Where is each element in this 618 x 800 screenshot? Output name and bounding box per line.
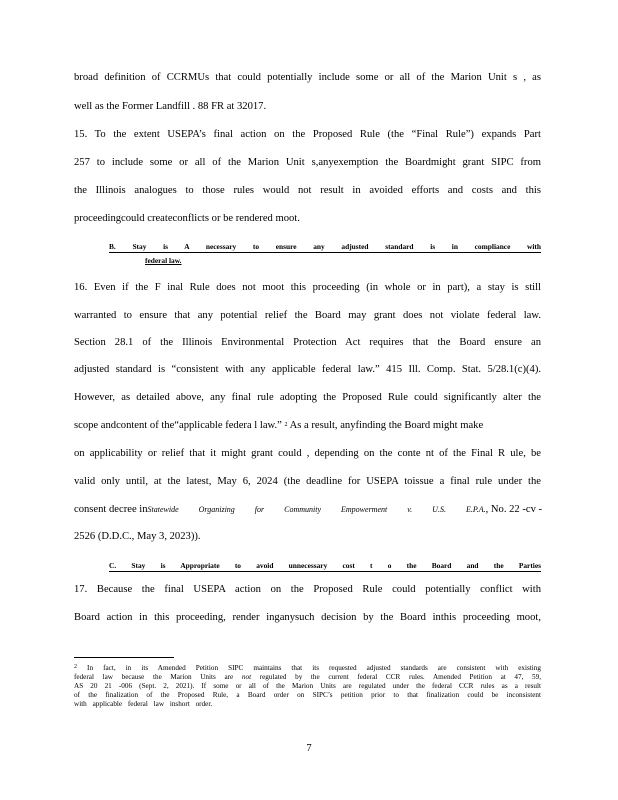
paragraph-16-line [74,503,541,517]
footnote-divider [74,657,174,658]
paragraph-16-line: adjusted standard is “consistent with any applicable federal law.” 415 Ill. Comp. Stat. 5/28.1(c)(4). [74,364,541,375]
paragraph-15-line: proceedingcould createconflicts or be rendered moot. [74,213,300,224]
case-citation: Statewide Organizing for Community Empowerment v. U.S. E.P.A. [147,505,486,514]
paragraph-16-line: Section 28.1 of the Illinois Environmental Protection Act requires that the Board ensure an [74,337,541,348]
paragraph-16-line: warranted to ensure that any potential relief the Board may grant does not violate federal law. [74,310,541,321]
paragraph-16-line: on applicability or relief that it might grant could , depending on the conte nt of the Final R ule, be [74,448,541,459]
page-number: 7 [306,743,312,754]
paragraph-16-text: As a result, anyfinding the Board might make [289,420,484,431]
section-heading-c: C. Stay is Appropriate to avoid unnecessary cost t o the Board and the Parties [109,561,541,570]
footnote-line: AS 20 21 -006 (Sept. 2, 2021). If some or all of the Marion Units are regulated under the federal CCR rules as a result [74,682,541,690]
paragraph-16-line [74,419,541,433]
paragraph-16-line: 2526 (D.D.C., May 3, 2023)). [74,531,201,542]
footnote-line: of the finalization of the Proposed Rule, a Board order on SIPC’s petition prior to that finalization could be inconsistent [74,691,541,699]
paragraph-16-text: scope andcontent of the“applicable federa l law.” [74,420,282,431]
body-line: well as the Former Landfill . 88 FR at 32017. [74,101,267,112]
paragraph-17-line: 17. Because the final USEPA action on the Proposed Rule could potentially conflict with [74,584,541,595]
paragraph-17-line: Board action in this proceeding, render inganysuch decision by the Board inthis proceeding moot, [74,612,541,623]
footnote-text: In fact, in its Amended Petition SIPC maintains that its requested adjusted standards are consistent with existing [87,664,541,672]
paragraph-15-line: 257 to include some or all of the Marion Unit s,anyexemption the Boardmight grant SIPC from [74,157,541,168]
footnote-text: federal law because the Marion Units are [74,673,234,681]
footnote-ref[interactable]: 2 [284,422,288,428]
footnote-marker: 2 [74,664,77,670]
paragraph-16-text: consent decree in [74,504,148,515]
paragraph-15-line: 15. To the extent USEPA’s final action on the Proposed Rule (the “Final Rule”) expands Part [74,129,541,140]
paragraph-16-line: valid only until, at the latest, May 6, 2024 (the deadline for USEPA toissue a final rule under the [74,476,541,487]
paragraph-15-line: the Illinois analogues to those rules would not result in avoided efforts and costs and this [74,185,541,196]
section-heading-b: B. Stay is A necessary to ensure any adjusted standard is in compliance with [109,242,541,251]
paragraph-16-line: However, as detailed above, any final rule adopting the Proposed Rule could significantly alter the [74,392,541,403]
paragraph-16-line: 16. Even if the F inal Rule does not moot this proceeding (in whole or in part), a stay is still [74,282,541,293]
footnote-line [74,664,541,672]
footnote-line: with applicable federal law inshort order. [74,700,213,708]
paragraph-16-text: , No. 22 -cv - [485,504,543,515]
footnote-line [74,673,541,681]
body-line: broad definition of CCRMUs that could potentially include some or all of the Marion Unit s , as [74,72,541,83]
section-heading-b-cont: federal law. [145,256,182,265]
footnote-emphasis: not [241,673,252,681]
footnote-text: regulated by the current federal CCR rules. Amended Petition at 47, 59, [259,673,542,681]
